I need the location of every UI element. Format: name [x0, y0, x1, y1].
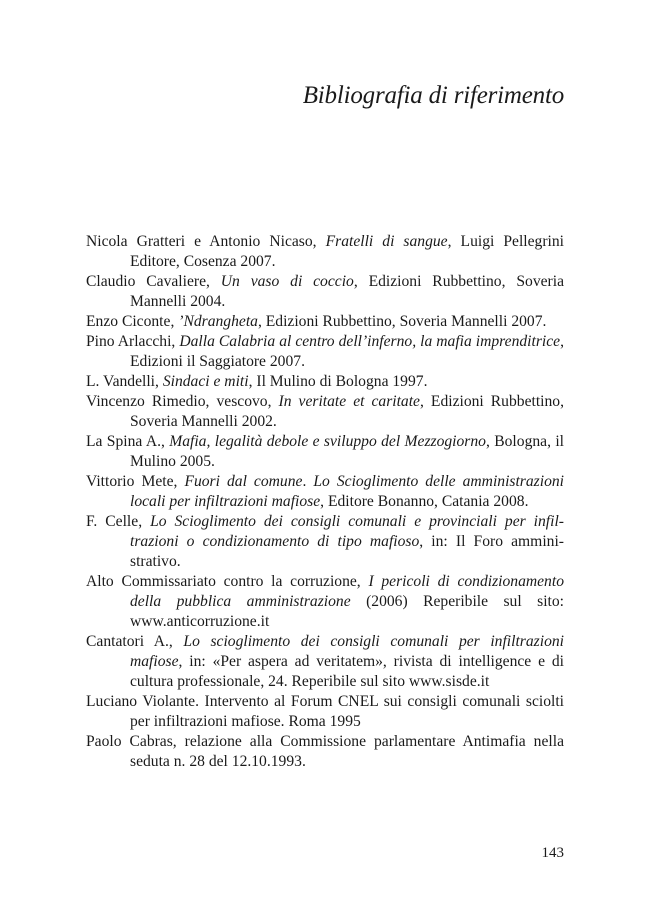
entry-text: , Editore Bonanno, Catania 2008.	[320, 493, 529, 510]
entry-text: Enzo Ciconte,	[86, 313, 179, 330]
bibliography-list	[86, 232, 564, 772]
entry-title: Fratelli di sangue	[325, 233, 448, 250]
entry-text: L. Vandelli,	[86, 373, 163, 390]
bibliography-entry	[86, 272, 564, 312]
entry-text: Alto Commissariato contro la corruzione,	[86, 573, 369, 590]
entry-text: , Edizioni Rubbettino, Soveria Mannelli 2007.	[257, 313, 547, 330]
bibliography-entry	[86, 472, 564, 512]
entry-text: , Edizioni Rubbettino, Soveria Mannelli 2002.	[130, 393, 564, 430]
entry-text: Vittorio Mete,	[86, 473, 185, 490]
entry-text: , Edizioni il Saggiatore 2007.	[130, 333, 564, 370]
entry-title: ’Ndrangheta	[178, 313, 258, 330]
bibliography-entry	[86, 572, 564, 632]
page-number: 143	[541, 845, 564, 861]
entry-title: Mafia, legalità debole e sviluppo del Mezzogiorno	[169, 433, 486, 450]
entry-text: Claudio Cavaliere,	[86, 273, 221, 290]
bibliography-entry	[86, 392, 564, 432]
entry-title: In veritate et caritate	[278, 393, 420, 410]
bibliography-entry	[86, 692, 564, 732]
entry-text: F. Celle,	[86, 513, 151, 530]
entry-title: Sindaci e miti	[162, 373, 249, 390]
page-title: Bibliografia di riferimento	[302, 82, 564, 109]
entry-text: , Luigi Pellegrini Editore, Cosenza 2007.	[130, 233, 564, 270]
entry-text: Vincenzo Rimedio, vescovo,	[86, 393, 279, 410]
entry-text: , Edizioni Rubbettino, Soveria Mannelli 2004.	[130, 273, 564, 310]
entry-text: Pino Arlacchi,	[86, 333, 180, 350]
entry-text: Luciano Violante. Intervento al Forum CNEL sui consigli comunali sciolti per infiltrazioni mafiose. Roma 1995	[86, 693, 564, 730]
entry-title: I pericoli di condizionamento della pubblica amministrazione	[130, 573, 564, 610]
entry-text: (2006) Reperibile sul sito: www.anticorruzione.it	[130, 593, 564, 630]
entry-title: Lo scioglimento dei consigli comunali per infiltrazioni mafiose	[130, 633, 564, 670]
entry-text: Nicola Gratteri e Antonio Nicaso,	[86, 233, 326, 250]
entry-text: Cantatori A.,	[86, 633, 184, 650]
entry-title: Dalla Calabria al centro dell’inferno, la mafia imprenditrice	[179, 333, 561, 350]
entry-text: , in: «Per aspera ad veritatem», rivista di intelligence e di cultura professionale, 24. Reperibile sul sito www.sisde.it	[130, 653, 564, 690]
entry-title: Fuori dal comune	[184, 473, 303, 490]
entry-text: Paolo Cabras, relazione alla Commissione parlamentare Antimafia nella seduta n. 28 del 12.10.1993.	[86, 733, 564, 770]
entry-title: Lo Scioglimento delle amministrazioni locali per infiltrazioni mafiose	[130, 473, 564, 510]
entry-text: La Spina A.,	[86, 433, 170, 450]
entry-text: , Bologna, il Mulino 2005.	[130, 433, 564, 470]
bibliography-entry	[86, 372, 564, 392]
entry-title: Un vaso di coccio	[220, 273, 354, 290]
entry-text: , Il Mulino di Bologna 1997.	[248, 373, 428, 390]
entry-text: .	[302, 473, 314, 490]
entry-text: , in: Il Foro amministrativo.	[130, 533, 564, 570]
bibliography-entry	[86, 632, 564, 692]
bibliography-entry	[86, 232, 564, 272]
bibliography-entry	[86, 512, 564, 572]
bibliography-entry	[86, 332, 564, 372]
bibliography-entry	[86, 732, 564, 772]
entry-title: Lo Scioglimento dei consigli comunali e provinciali per infiltrazioni o condizionamento di tipo mafioso	[130, 513, 564, 550]
bibliography-entry	[86, 432, 564, 472]
bibliography-entry	[86, 312, 564, 332]
